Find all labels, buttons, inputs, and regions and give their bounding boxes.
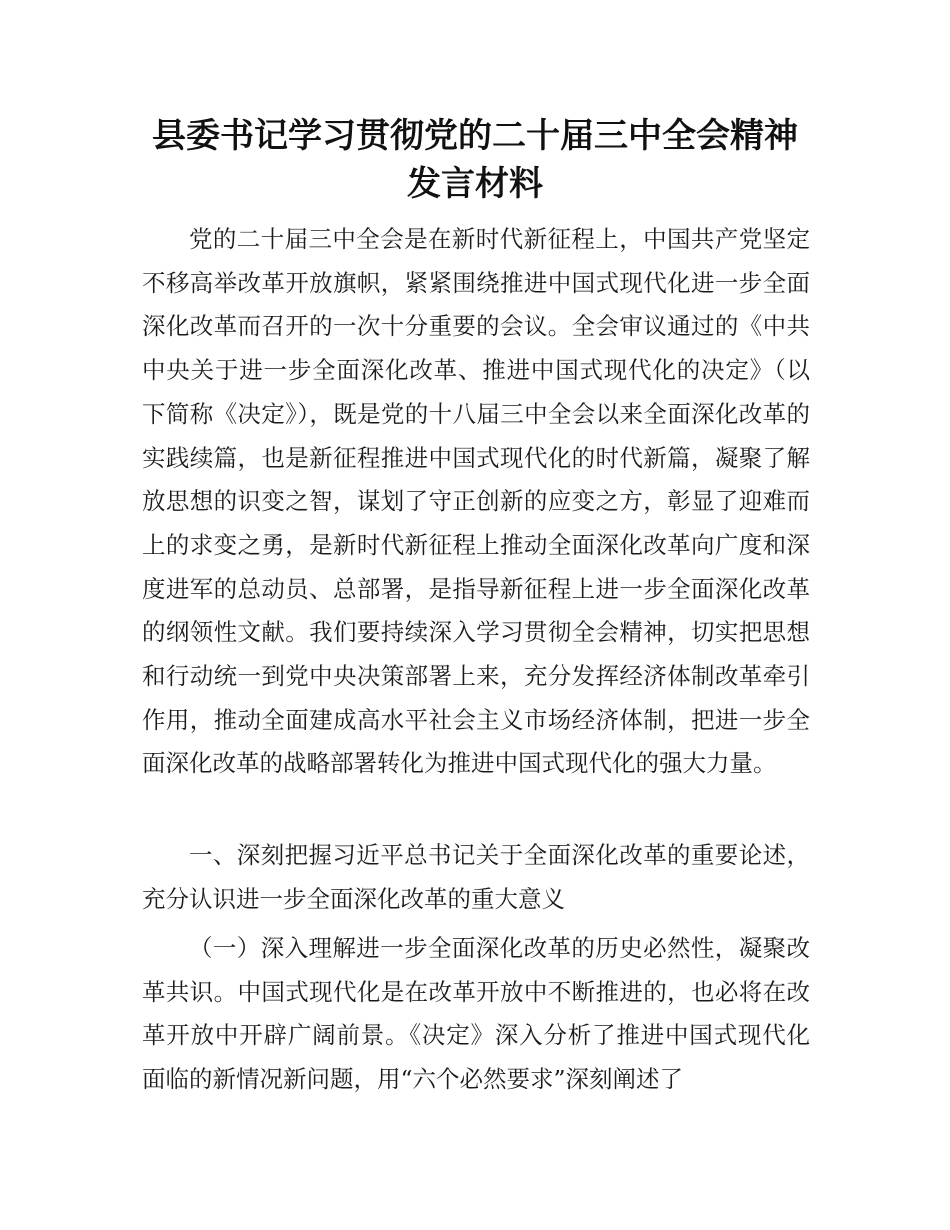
subsection-paragraph-1: （一）深入理解进一步全面深化改革的历史必然性，凝聚改革共识。中国式现代化是在改革开放中不断推进的，也必将在改革开放中开辟广阔前景。《决定》深入分析了推进中国式现代化面临的新情况新问题，用“六个必然要求”深刻阐述了 [142, 934, 810, 1094]
section-heading-1: 一、深刻把握习近平总书记关于全面深化改革的重要论述，充分认识进一步全面深化改革的重大意义 [142, 841, 810, 913]
document-title: 县委书记学习贯彻党的二十届三中全会精神发言材料 [152, 116, 798, 204]
intro-paragraph: 党的二十届三中全会是在新时代新征程上，中国共产党坚定不移高举改革开放旗帜，紧紧围绕推进中国式现代化进一步全面深化改革而召开的一次十分重要的会议。全会审议通过的《中共中央关于进一步全面深化改革、推进中国式现代化的决定》（以下简称《决定》），既是党的十八届三中全会以来全面深化改革的实践续篇，也是新征程推进中国式现代化的时代新篇，凝聚了解放思想的识变之智，谋划了守正创新的应变之方，彰显了迎难而上的求变之勇，是新时代新征程上推动全面深化改革向广度和深度进军的总动员、总部署，是指导新征程上进一步全面深化改革的纲领性文献。我们要持续深入学习贯彻全会精神，切实把思想和行动统一到党中央决策部署上来，充分发挥经济体制改革牵引作用，推动全面建成高水平社会主义市场经济体制，把进一步全面深化改革的战略部署转化为推进中国式现代化的强大力量。 [142, 225, 810, 778]
